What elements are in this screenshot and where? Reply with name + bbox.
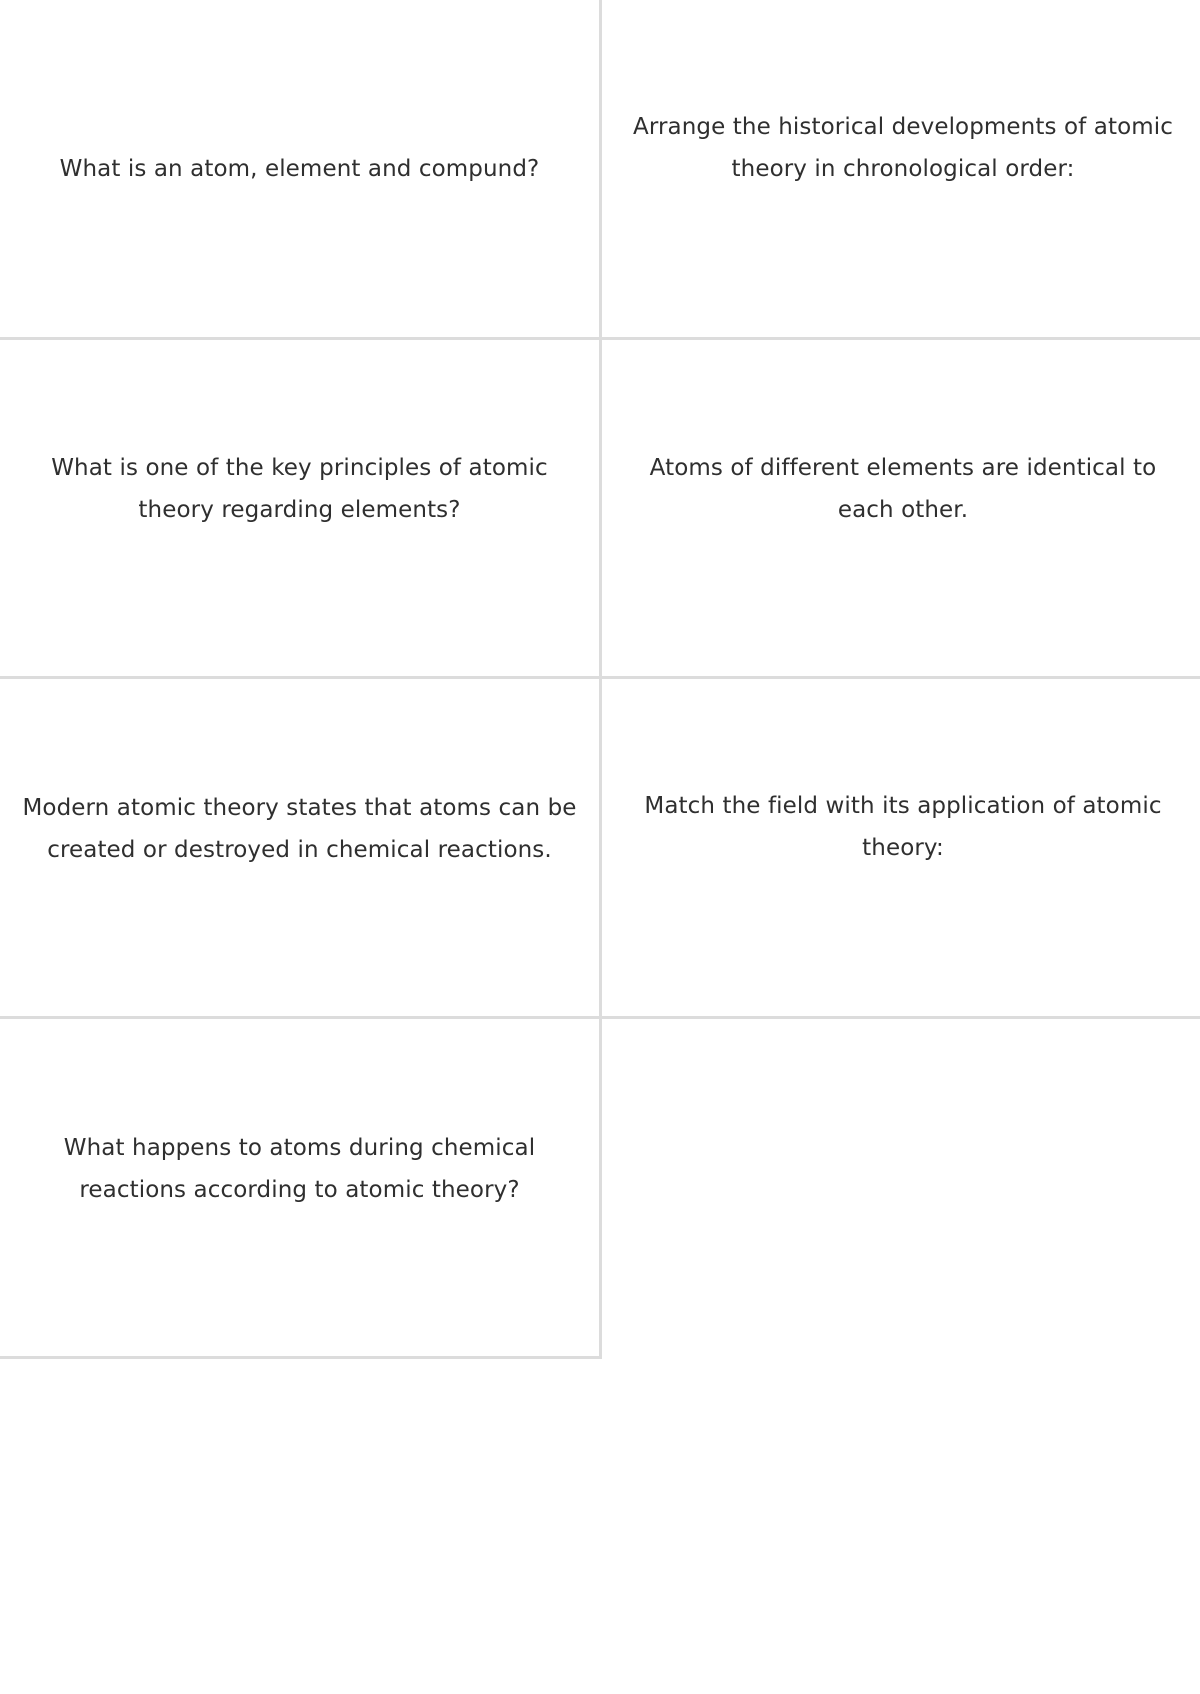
flashcard[interactable] bbox=[0, 1019, 602, 1359]
flashcard-text: Match the field with its application of atomic theory: bbox=[644, 792, 1162, 861]
flashcard[interactable] bbox=[602, 340, 1200, 679]
flashcard-text: Atoms of different elements are identical to each other. bbox=[649, 455, 1157, 523]
flashcard[interactable] bbox=[0, 340, 602, 679]
empty-grid-cell bbox=[602, 1019, 1200, 1359]
flashcard[interactable] bbox=[0, 679, 602, 1019]
flashcard-text: Arrange the historical developments of atomic theory in chronological order: bbox=[633, 113, 1173, 182]
flashcard-text: Modern atomic theory states that atoms can be created or destroyed in chemical reactions. bbox=[22, 794, 577, 863]
flashcard-text: What is an atom, element and compund? bbox=[59, 155, 540, 182]
flashcard-text: What happens to atoms during chemical reactions according to atomic theory? bbox=[63, 1134, 536, 1203]
flashcard-text: What is one of the key principles of atomic theory regarding elements? bbox=[51, 455, 548, 523]
flashcard[interactable] bbox=[602, 0, 1200, 340]
flashcard[interactable] bbox=[602, 679, 1200, 1019]
flashcard[interactable] bbox=[0, 0, 602, 340]
